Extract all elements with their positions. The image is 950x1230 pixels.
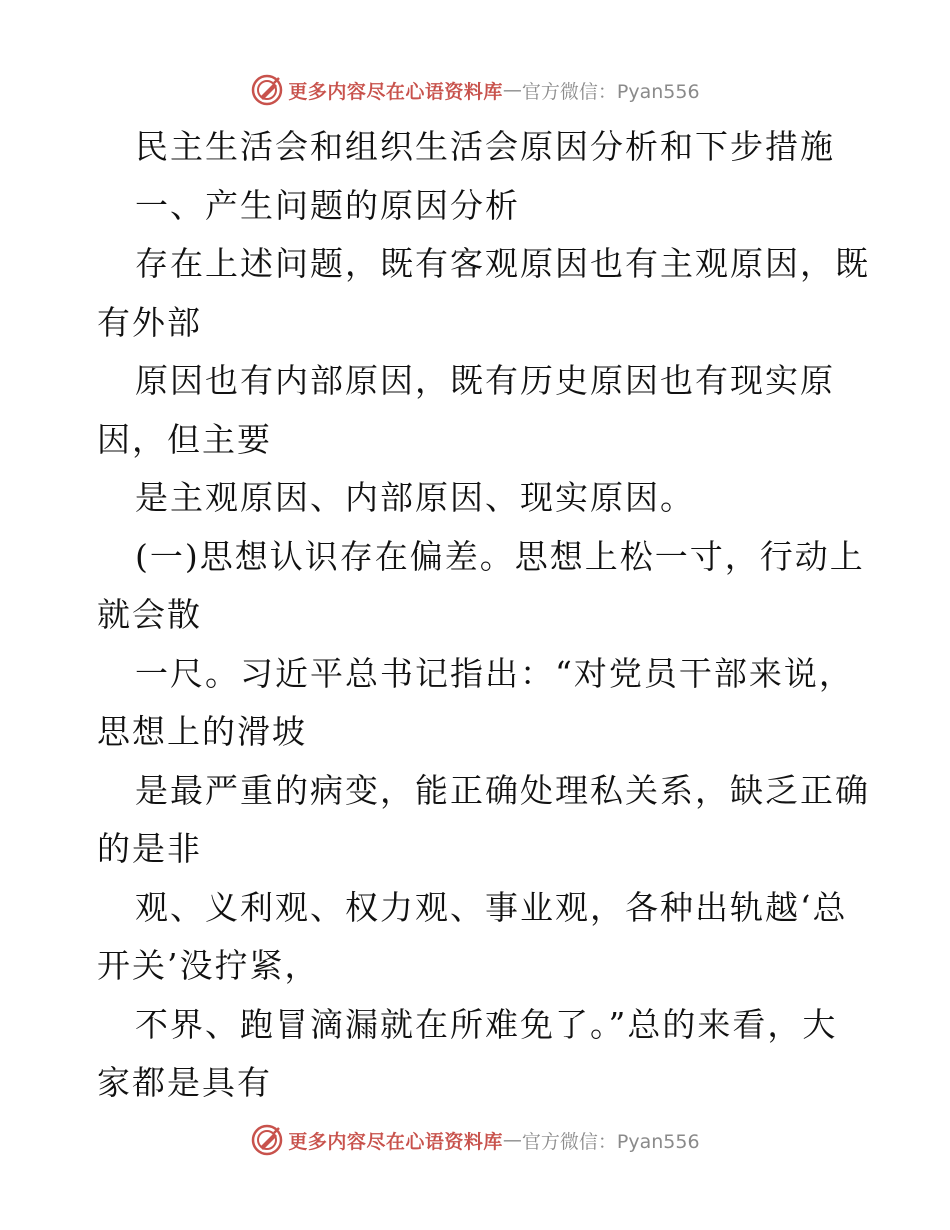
brand-logo-icon — [250, 73, 284, 107]
footer-dash: — — [502, 1129, 522, 1151]
document-line: 因，但主要 — [97, 419, 272, 459]
document-line: 一、产生问题的原因分析 — [135, 185, 520, 225]
document-line: 是最严重的病变，能正确处理私关系，缺乏正确 — [135, 770, 870, 810]
document-line: 存在上述问题，既有客观原因也有主观原因，既 — [135, 244, 870, 283]
header-dash: — — [502, 79, 522, 101]
document-line: 不界、跑冒滴漏就在所难免了。”总的来看，大 — [135, 1004, 838, 1044]
brand-logo-icon — [250, 1123, 284, 1157]
header-contact-text: 官方微信：Pyan556 — [521, 80, 700, 103]
document-line: 原因也有内部原因，既有历史原因也有现实原 — [135, 361, 835, 400]
header-banner — [0, 70, 950, 110]
footer-contact-text: 官方微信：Pyan556 — [521, 1130, 700, 1153]
document-line: 思想上的滑坡 — [97, 712, 307, 751]
footer-banner — [0, 1120, 950, 1160]
document-line: 开关’没拧紧， — [97, 946, 320, 985]
document-line: 观、义利观、权力观、事业观，各种出轨越‘总 — [135, 887, 848, 927]
document-line: (一)思想认识存在偏差。思想上松一寸，行动上 — [135, 536, 865, 576]
document-line: 就会散 — [97, 595, 202, 634]
header-brand-text: 更多内容尽在心语资料库 — [288, 80, 503, 103]
document-body — [97, 118, 870, 1113]
document-line: 的是非 — [97, 829, 202, 868]
document-line: 一尺。习近平总书记指出：“对党员干部来说， — [135, 653, 854, 693]
document-line: 是主观原因、内部原因、现实原因。 — [135, 478, 695, 517]
footer-brand-text: 更多内容尽在心语资料库 — [288, 1130, 503, 1153]
document-line: 家都是具有 — [97, 1063, 272, 1102]
document-line: 民主生活会和组织生活会原因分析和下步措施 — [135, 127, 835, 166]
document-line: 有外部 — [97, 302, 202, 342]
